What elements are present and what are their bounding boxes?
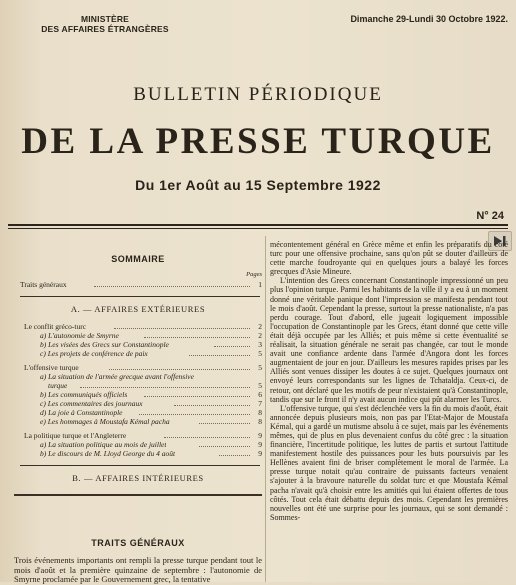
toc-text: a) L'autonomie de Smyrne: [40, 331, 119, 340]
body-paragraph: L'intention des Grecs concernant Constantinople impressionné un peu plus l'opinion turque. Parmi les habitants de la ville il y a eu à un moment donné une véritable panique dont l'impression se manifesta pendant tout le mois d'août. Cependant la presse, surtout la presse nationaliste, n'a pas perdu courage. Tout d'abord, elle jugeait logiquement impossible l'occupation de Constantinople par les Grecs, étant donné que cette ville était déjà occupée par les Alliés; et puis même si cette éventualité se réalisait, la situation générale ne serait pas changée, car tout le monde avait une confiance ardente dans l'armée d'Angora dont les forces augmentaient de jour en jour. D'ailleurs les mesures rapides prises par les Alliés sont venues dissiper les doutes à ce sujet. Quelques journaux ont envoyé leurs correspondants sur les lignes de Tchataldja. Ceux-ci, de retour, ont déclaré que les motifs de peur n'existaient qu'à Constantinople, tandis que sur le front il n'y avait aucun indice qui pût alarmer les Turcs.: [270, 276, 508, 404]
period-dates: Du 1er Août au 15 Septembre 1922: [135, 177, 381, 193]
toc-leader: [174, 405, 250, 406]
toc-leader: [214, 346, 250, 347]
masthead-rule: [8, 224, 508, 226]
ministry-line1: MINISTÈRE: [80, 14, 130, 24]
toc-text: Traits généraux: [20, 280, 67, 289]
toc-leader: [144, 337, 250, 338]
summary-end-rule: [14, 494, 262, 496]
toc-leader: [199, 446, 250, 447]
toc-leader: [144, 396, 250, 397]
toc-leader: [114, 328, 250, 329]
toc-text: b) Les visées des Grecs sur Constantinople: [40, 340, 169, 349]
toc-page: 8: [258, 408, 262, 417]
toc-leader: [164, 437, 250, 438]
traits-generaux-heading: TRAITS GÉNÉRAUX: [91, 538, 185, 548]
column-divider: [265, 236, 266, 582]
section-heading-a: A. — AFFAIRES EXTÉRIEURES: [70, 304, 206, 314]
masthead-rule-thin: [8, 228, 508, 229]
toc-text: La politique turque et l'Angleterre: [24, 431, 127, 440]
body-paragraph: mécontentement général en Grèce même et enfin les préparatifs du côté turc pour une offensive prochaine, sans qu'on pût se douter d'ailleurs de cette marche foudroyante qui en quelques jours a balayé les forces grecques d'Asie Mineure.: [270, 240, 508, 277]
toc-page: 7: [258, 399, 262, 408]
toc-page: 1: [258, 280, 262, 289]
summary-column: [14, 236, 262, 582]
toc-leader: [189, 355, 250, 356]
toc-leader: [199, 423, 250, 424]
bulletin-title: BULLETIN PÉRIODIQUE: [133, 84, 383, 105]
toc-text: b) Le discours de M. Lloyd George du 4 août: [40, 449, 176, 458]
issue-date: Dimanche 29-Lundi 30 Octobre 1922.: [350, 14, 508, 24]
pages-label: Pages: [246, 271, 262, 278]
toc-leader: [109, 369, 250, 370]
toc-page: 2: [258, 322, 262, 331]
toc-text: a) La situation politique au mois de juillet: [40, 440, 167, 449]
page-title: DE LA PRESSE TURQUE: [21, 121, 495, 162]
toc-text: c) Les projets de conférence de paix: [40, 349, 148, 358]
toc-text: Le conflit gréco-turc: [24, 322, 87, 331]
toc-text: b) Les communiqués officiels: [40, 390, 128, 399]
toc-page: 9: [258, 440, 262, 449]
issue-number: N° 24: [476, 210, 504, 222]
toc-leader: [219, 455, 250, 456]
toc-text: d) La joie à Constantinople: [40, 408, 123, 417]
toc-page: 6: [258, 390, 262, 399]
toc-page: 5: [258, 381, 262, 390]
body-paragraph: L'offensive turque, qui s'est déclenchée vers la fin du mois d'août, était annoncée depuis plusieurs mois, non pas par l'Etat-Major de Moustafa Kémal, qui a gardé un mutisme absolu à ce sujet, mais par les événements mêmes, qui de plus en plus devenaient confus du côté grec : la situation financière, l'incertitude politique, les luttes de partis et surtout l'attitude manifestement hostile des puissances pour les buts poursuivis par les Hellènes avaient fini de briser complètement le moral de l'armée. La presse turque notait qu'au contraire de puissants facteurs venaient s'ajouter à la bravoure naturelle du soldat turc et que Moustafa Kémal pacha n'avait qu'à choisir entre les amitiés qui lui étaient offertes de tous côtés. Tout cela était débattu depuis des mois. Cependant les premières nouvelles ont été une surprise pour les journaux, qui se sont demandé : Sommes-: [270, 403, 508, 522]
toc-page: 5: [258, 363, 262, 372]
traits-intro-text: Trois événements importants ont rempli la presse turque pendant tout le mois d'août et la première quinzaine de septembre : l'autonomie de Smyrne proclamée par le Gouvernement grec, la tentative: [14, 555, 262, 584]
toc-text: e) Les hommages à Moustafa Kémal pacha: [40, 417, 170, 426]
toc-text: c) Les commentaires des journaux: [40, 399, 143, 408]
toc-leader: [139, 414, 250, 415]
section-rule: [20, 296, 260, 297]
toc-page: 3: [258, 340, 262, 349]
toc-leader: [80, 387, 250, 388]
toc-text: turque: [48, 381, 68, 390]
toc-leader: [94, 286, 250, 287]
section-rule: [20, 465, 260, 466]
toc-text: a) La situation de l'armée grecque avant l'offensive: [40, 372, 194, 381]
ministry-header: [30, 14, 180, 34]
toc-page: 9: [258, 449, 262, 458]
toc-page: 2: [258, 331, 262, 340]
section-heading-b: B. — AFFAIRES INTÉRIEURES: [72, 473, 204, 483]
toc-page: 9: [258, 431, 262, 440]
toc-page: 5: [258, 349, 262, 358]
summary-heading: SOMMAIRE: [111, 254, 165, 264]
article-column: [270, 240, 508, 582]
ministry-line2: DES AFFAIRES ÉTRANGÈRES: [41, 24, 169, 34]
toc-text: L'offensive turque: [24, 363, 79, 372]
toc-page: 8: [258, 417, 262, 426]
